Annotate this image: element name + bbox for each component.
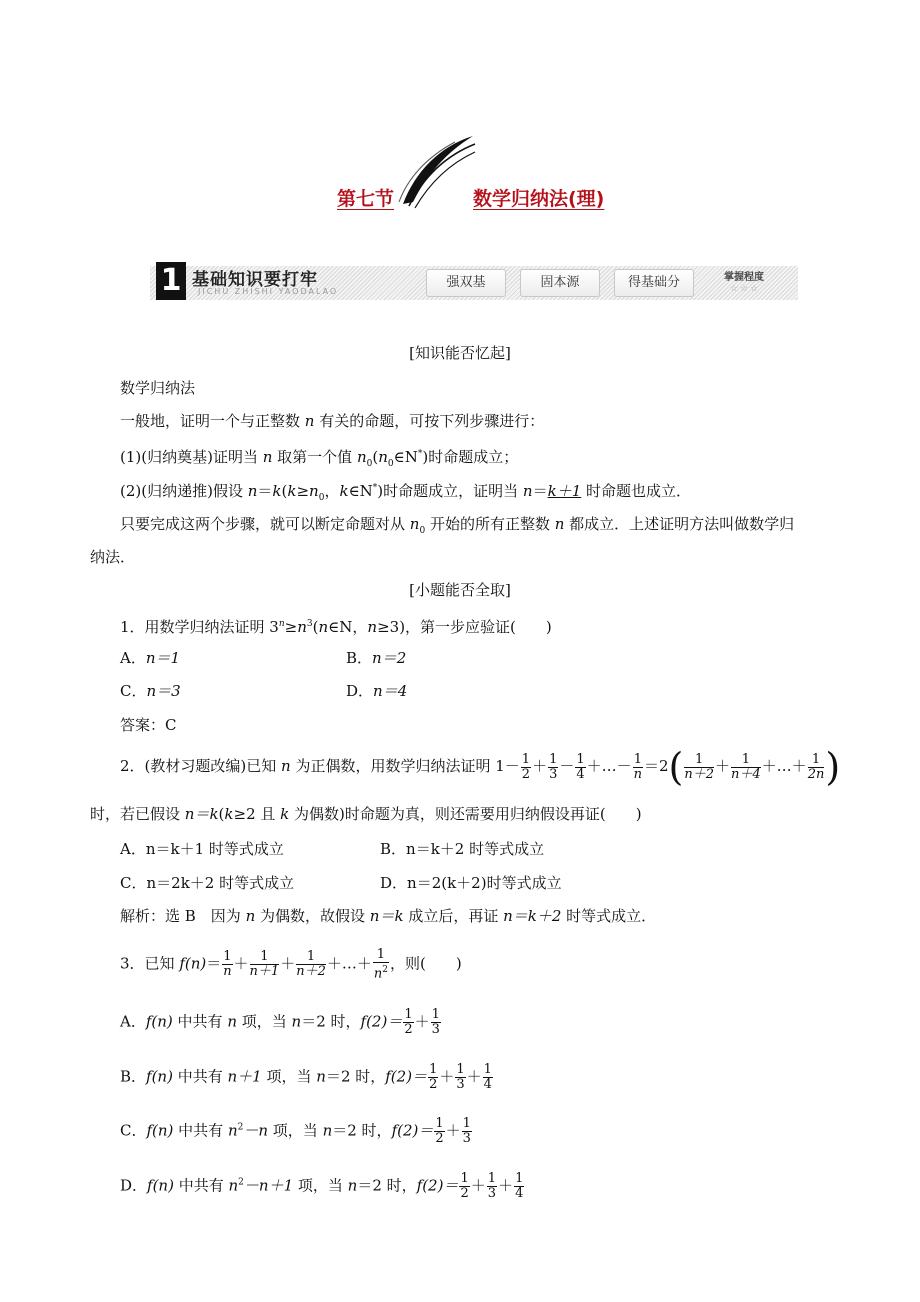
q3-option-c[interactable]: C．f(n) 中共有 $n^2-n$ 项，当 n＝2 时，f(2)＝ $\frac{1}{2}$ ＋ $\frac{1}{3}$ — [120, 1116, 471, 1146]
mastery-level-label: 掌握程度 — [724, 272, 764, 283]
section-topic: 数学归纳法(理) — [473, 188, 605, 210]
strengthen-basics-button[interactable]: 强双基 — [426, 269, 506, 297]
q2-explanation: 解析：选 B 因为 n 为偶数，故假设 n＝k 成立后，再证 n＝k＋2 时等式成立． — [120, 907, 657, 925]
q2-option-d[interactable]: D．n＝2(k＋2)时等式成立 — [380, 874, 562, 892]
banner-subtitle: JICHU ZHISHI YAODALAO — [198, 287, 339, 296]
question-2: 2．(教材习题改编)已知 n 为正偶数，用数学归纳法证明 1－ $\frac{1}{2}$ ＋ $\frac{1}{3}$ － $\frac{1}{4}$ ＋…－ $\frac{1}{n}=2$( $\frac{1}{n+2}+$ $\frac{1}{n+4}+\dots+$ $\frac{1}{2n}$) — [120, 745, 841, 789]
q3-option-b[interactable]: B．f(n) 中共有 n＋1 项，当 n＝2 时，f(2)＝ $\frac{1}{2}$ ＋ $\frac{1}{3}$ ＋ $\frac{1}{4}$ — [120, 1062, 492, 1092]
knowledge-heading: [知识能否忆起] — [409, 344, 511, 362]
summary-line-1: 只要完成这两个步骤，就可以断定命题对从 $n_0$ 开始的所有正整数 n 都成立．上述证明方法叫做数学归 — [120, 515, 795, 536]
question-1: 1．用数学归纳法证明 $3^n\ge n^3(n\in N$，n≥3)，第一步应验证( ) — [120, 618, 552, 636]
question-2-continued: 时，若已假设 n＝k(k≥2 且 k 为偶数)时命题为真，则还需要用归纳假设再证( ) — [90, 805, 642, 823]
section-banner — [150, 262, 798, 300]
question-3: 3．已知 f(n)＝ $\frac{1}{n}+$ $\frac{1}{n+1}+$ $\frac{1}{n+2}+\dots+$ $\frac{1}{n^2}$ ，则( ) — [120, 947, 462, 982]
q1-answer: 答案：C — [120, 716, 177, 734]
earn-basic-points-button[interactable]: 得基础分 — [614, 269, 694, 297]
q1-option-d[interactable]: D．n＝4 — [346, 682, 408, 700]
mastery-stars-icon: ☆☆☆ — [730, 284, 761, 294]
q3-option-d[interactable]: D．f(n) 中共有 $n^2-n+1$ 项，当 n＝2 时，f(2)＝ $\frac{1}{2}$ ＋ $\frac{1}{3}$ ＋ $\frac{1}{4}$ — [120, 1171, 524, 1201]
intro-text: 一般地，证明一个与正整数 n 有关的命题，可按下列步骤进行： — [120, 412, 545, 430]
summary-line-2: 纳法． — [90, 548, 136, 566]
q2-option-c[interactable]: C．n＝2k＋2 时等式成立 — [120, 874, 295, 892]
q1-option-c[interactable]: C．n＝3 — [120, 682, 181, 700]
swoosh-icon — [395, 132, 477, 210]
q1-option-b[interactable]: B．n＝2 — [346, 649, 407, 667]
concept-title: 数学归纳法 — [120, 379, 196, 397]
banner-number-badge: 1 — [156, 262, 186, 300]
quiz-heading: [小题能否全取] — [409, 581, 511, 599]
banner-title: 基础知识要打牢 — [192, 270, 318, 290]
section-number: 第七节 — [337, 188, 395, 210]
step-1: (1)(归纳奠基)证明当 n 取第一个值 $n_0(n_0\in N^*)$时命题成立； — [120, 448, 519, 469]
step-2: (2)(归纳递推)假设 $n=k(k\ge n_0$，k∈N*)时命题成立，证明当 n＝k＋1 时命题也成立． — [120, 482, 692, 503]
q1-option-a[interactable]: A．n＝1 — [120, 649, 181, 667]
q2-option-a[interactable]: A．n＝k＋1 时等式成立 — [120, 840, 284, 858]
consolidate-roots-button[interactable]: 固本源 — [520, 269, 600, 297]
q3-option-a[interactable]: A．f(n) 中共有 n 项，当 n＝2 时，f(2)＝ $\frac{1}{2}$ ＋ $\frac{1}{3}$ — [120, 1007, 440, 1037]
q2-option-b[interactable]: B．n＝k＋2 时等式成立 — [380, 840, 545, 858]
